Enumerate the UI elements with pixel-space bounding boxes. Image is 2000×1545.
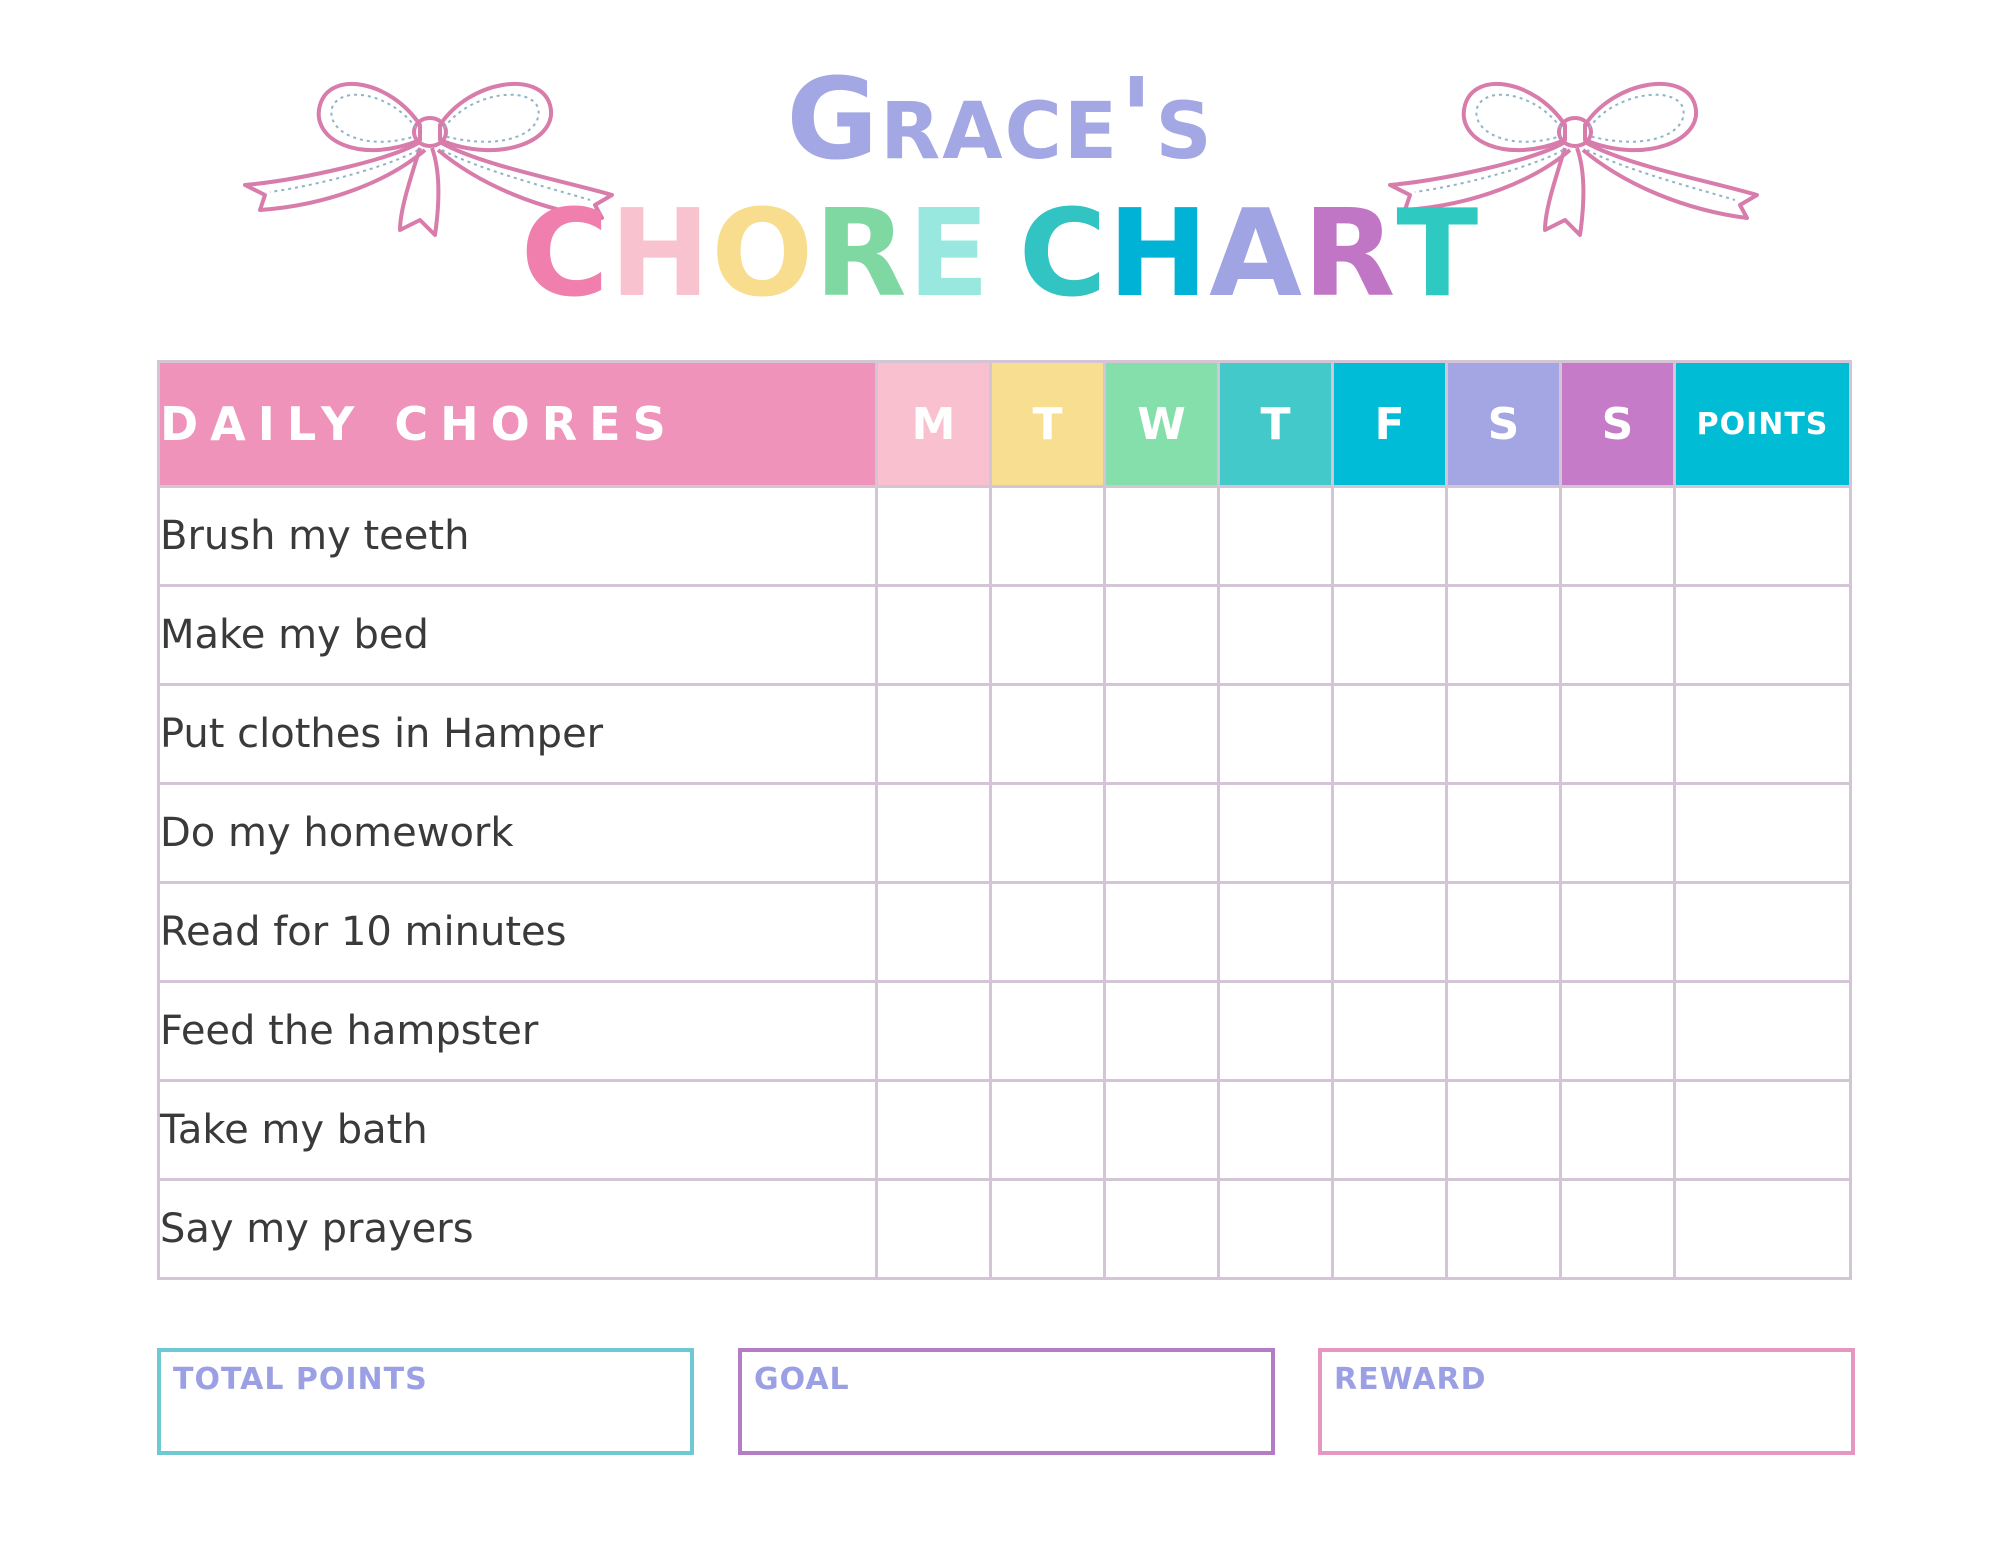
day-header-fri: F <box>1333 362 1447 487</box>
day-check-cell[interactable] <box>1219 883 1333 982</box>
day-check-cell[interactable] <box>877 1180 991 1279</box>
points-cell[interactable] <box>1675 883 1851 982</box>
day-check-cell[interactable] <box>877 784 991 883</box>
chore-label: Put clothes in Hamper <box>159 685 877 784</box>
points-cell[interactable] <box>1675 586 1851 685</box>
day-check-cell[interactable] <box>1561 1081 1675 1180</box>
table-row <box>159 982 1851 1081</box>
day-check-cell[interactable] <box>991 1081 1105 1180</box>
day-header-mon: M <box>877 362 991 487</box>
day-check-cell[interactable] <box>991 883 1105 982</box>
day-check-cell[interactable] <box>991 487 1105 586</box>
day-check-cell[interactable] <box>1219 982 1333 1081</box>
page-title <box>0 55 2000 325</box>
title-letter: T <box>1396 185 1480 324</box>
chore-label: Brush my teeth <box>159 487 877 586</box>
day-check-cell[interactable] <box>1105 982 1219 1081</box>
day-header-sat: S <box>1447 362 1561 487</box>
day-check-cell[interactable] <box>1105 883 1219 982</box>
day-check-cell[interactable] <box>877 685 991 784</box>
day-check-cell[interactable] <box>1219 1081 1333 1180</box>
day-check-cell[interactable] <box>1447 1081 1561 1180</box>
day-check-cell[interactable] <box>1447 1180 1561 1279</box>
day-header-sun: S <box>1561 362 1675 487</box>
chore-label: Say my prayers <box>159 1180 877 1279</box>
day-check-cell[interactable] <box>1561 1180 1675 1279</box>
day-header-tue: T <box>991 362 1105 487</box>
day-check-cell[interactable] <box>1105 586 1219 685</box>
day-check-cell[interactable] <box>1219 685 1333 784</box>
day-check-cell[interactable] <box>877 1081 991 1180</box>
title-word-chart <box>1019 185 1480 325</box>
day-check-cell[interactable] <box>1219 1180 1333 1279</box>
table-row <box>159 883 1851 982</box>
day-check-cell[interactable] <box>1447 883 1561 982</box>
title-chore-chart <box>0 185 2000 325</box>
points-cell[interactable] <box>1675 685 1851 784</box>
day-check-cell[interactable] <box>1219 487 1333 586</box>
total-points-box[interactable] <box>157 1348 694 1455</box>
day-check-cell[interactable] <box>1105 784 1219 883</box>
day-check-cell[interactable] <box>1447 982 1561 1081</box>
day-check-cell[interactable] <box>1333 487 1447 586</box>
day-check-cell[interactable] <box>1105 1081 1219 1180</box>
day-check-cell[interactable] <box>877 883 991 982</box>
points-cell[interactable] <box>1675 784 1851 883</box>
chore-label: Read for 10 minutes <box>159 883 877 982</box>
points-cell[interactable] <box>1675 982 1851 1081</box>
goal-box[interactable] <box>738 1348 1275 1455</box>
title-letter: A <box>1209 185 1304 324</box>
day-check-cell[interactable] <box>1447 685 1561 784</box>
day-check-cell[interactable] <box>991 685 1105 784</box>
day-check-cell[interactable] <box>991 784 1105 883</box>
day-check-cell[interactable] <box>1447 586 1561 685</box>
points-cell[interactable] <box>1675 1081 1851 1180</box>
title-letter: H <box>609 185 712 324</box>
chore-table <box>157 360 1852 1280</box>
title-letter: C <box>1018 185 1108 324</box>
title-letter: O <box>711 185 815 324</box>
day-check-cell[interactable] <box>1561 685 1675 784</box>
chore-label: Feed the hampster <box>159 982 877 1081</box>
day-check-cell[interactable] <box>1561 883 1675 982</box>
day-check-cell[interactable] <box>877 982 991 1081</box>
day-check-cell[interactable] <box>991 1180 1105 1279</box>
chore-label: Do my homework <box>159 784 877 883</box>
day-check-cell[interactable] <box>877 586 991 685</box>
points-cell[interactable] <box>1675 1180 1851 1279</box>
table-row <box>159 487 1851 586</box>
day-check-cell[interactable] <box>991 586 1105 685</box>
reward-label: REWARD <box>1334 1362 1487 1397</box>
table-header-row <box>159 362 1851 487</box>
day-header-thu: T <box>1219 362 1333 487</box>
day-check-cell[interactable] <box>1333 1180 1447 1279</box>
table-row <box>159 685 1851 784</box>
day-check-cell[interactable] <box>877 487 991 586</box>
title-letter: C <box>520 185 610 324</box>
title-letter: R <box>1303 185 1397 324</box>
points-header: POINTS <box>1675 362 1851 487</box>
table-row <box>159 1081 1851 1180</box>
points-cell[interactable] <box>1675 487 1851 586</box>
day-check-cell[interactable] <box>1105 487 1219 586</box>
chore-rows <box>159 487 1851 1279</box>
total-points-label: TOTAL POINTS <box>173 1362 428 1397</box>
day-check-cell[interactable] <box>1219 586 1333 685</box>
table-row <box>159 586 1851 685</box>
day-check-cell[interactable] <box>1561 784 1675 883</box>
day-check-cell[interactable] <box>1333 685 1447 784</box>
day-check-cell[interactable] <box>1333 784 1447 883</box>
title-name: Grace's <box>786 55 1214 185</box>
day-check-cell[interactable] <box>1333 982 1447 1081</box>
day-check-cell[interactable] <box>1105 685 1219 784</box>
day-check-cell[interactable] <box>1561 586 1675 685</box>
day-check-cell[interactable] <box>1561 982 1675 1081</box>
day-check-cell[interactable] <box>991 982 1105 1081</box>
day-check-cell[interactable] <box>1105 1180 1219 1279</box>
title-letter: H <box>1107 185 1210 324</box>
table-row <box>159 784 1851 883</box>
day-check-cell[interactable] <box>1219 784 1333 883</box>
title-letter: R <box>814 185 908 324</box>
title-word-chore <box>521 185 991 325</box>
title-letter: E <box>907 185 991 324</box>
goal-label: GOAL <box>754 1362 850 1397</box>
daily-chores-header: DAILY CHORES <box>159 362 877 487</box>
chore-label: Take my bath <box>159 1081 877 1180</box>
day-check-cell[interactable] <box>1333 1081 1447 1180</box>
day-check-cell[interactable] <box>1333 586 1447 685</box>
day-header-wed: W <box>1105 362 1219 487</box>
table-row <box>159 1180 1851 1279</box>
chore-label: Make my bed <box>159 586 877 685</box>
day-check-cell[interactable] <box>1333 883 1447 982</box>
day-check-cell[interactable] <box>1561 487 1675 586</box>
day-check-cell[interactable] <box>1447 487 1561 586</box>
reward-box[interactable] <box>1318 1348 1855 1455</box>
day-check-cell[interactable] <box>1447 784 1561 883</box>
